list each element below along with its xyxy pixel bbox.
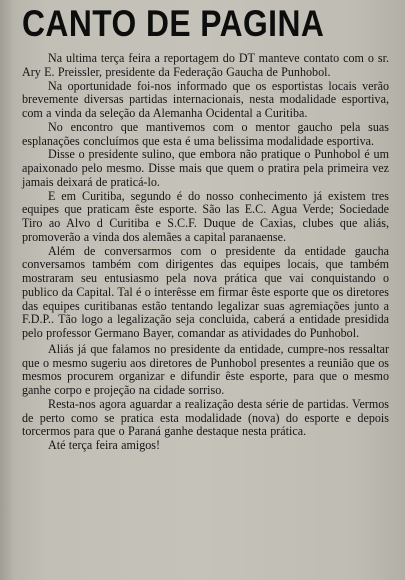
paragraph-7: Aliás já que falamos no presidente da entidade, cumpre-nos ressaltar que o mesmo sugeriu aos diretores de Punhobol presentes a reunião que os mesmos procurem organizar e difundir êste esporte, para que o mesmo ganhe corpo e projeção na cidade sorriso.	[22, 341, 389, 397]
paragraph-9: Até terça feira amigos!	[48, 438, 161, 452]
paragraph-8: Resta-nos agora aguardar a realização desta série de partidas. Vermos de perto como se pratica esta modalidade (nova) do esporte e depois torcermos para que o Paraná ganhe destaque nesta prática.	[22, 396, 389, 439]
headline: CANTO DE PAGINA	[22, 3, 325, 44]
paragraph-1: Na ultima terça feira a reportagem do DT manteve contato com o sr. Ary E. Preissler, presidente da Federação Gaucha de Punhobol.	[22, 51, 389, 79]
paragraph-6: Além de conversarmos com o presidente da entidade gaucha conversamos também com dirigentes das equipes locais, que também mostraram seu entusiasmo pela nova prática que vai conquistando o publico da Capital. Tal é o interêsse em firmar êste esporte que os diretores das equipes curitibanas estão tentando legalizar suas agremiações junto a F.D.P.. Tão logo a legalização seja concluida, caberá a entidade presidida pelo professor Germano Bayer, comandar as atividades do Punhobol.	[22, 243, 389, 340]
paragraph-4: Disse o presidente sulino, que embora não pratique o Punhobol é um apaixonado pelo mesmo. Disse mais que quem o pratira pela primeira vez jamais deixará de praticá-lo.	[22, 147, 389, 189]
paragraph-3: No encontro que mantivemos com o mentor gaucho pela suas esplanações concluímos que esta é uma belissima modalidade esportiva.	[22, 119, 389, 148]
paragraph-5: E em Curitiba, segundo é do nosso conhecimento já existem tres equipes que praticam êste esporte. São las E.C. Agua Verde; Sociedade Tiro ao Alvo d Curitiba e S.C.F. Duque de Caxias, clubes que aliás, promoverão a vinda dos alemães a capital paranaense.	[22, 188, 389, 244]
paragraph-2: Na oportunidade foi-nos informado que os esportistas locais verão brevemente diversas partidas internacionais, nesta modalidade esportiva, com a vinda da seleção da Alemanha Ocidental a Curitiba.	[22, 78, 389, 120]
article-body	[22, 52, 389, 453]
